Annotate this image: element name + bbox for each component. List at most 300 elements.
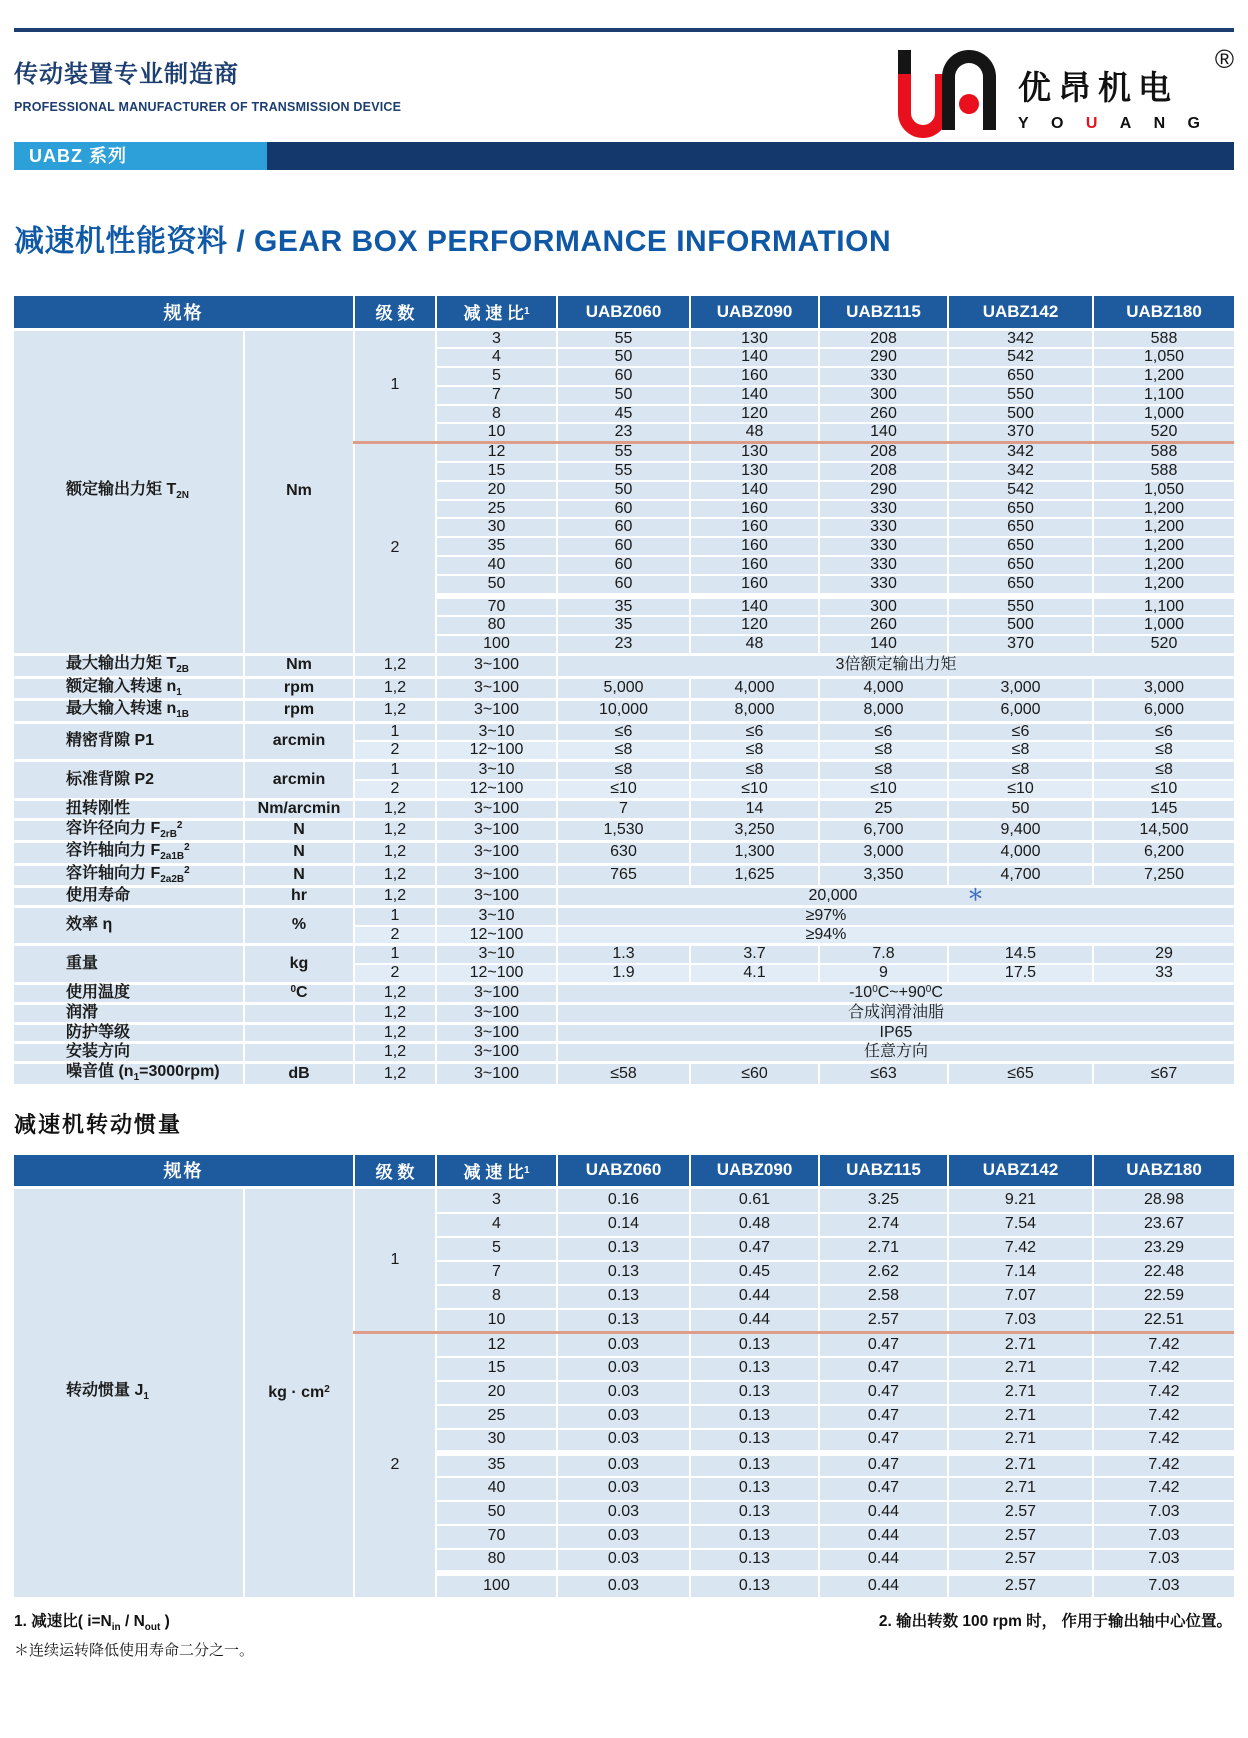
column-header-cell: UABZ115 — [819, 296, 948, 329]
section-title-inertia: 减速机转动惯量 — [14, 1111, 183, 1137]
table-cell: 30 — [436, 1429, 557, 1453]
table-cell: 3~100 — [436, 984, 557, 1004]
column-header-cell: 减 速 比$^1$ — [436, 1155, 557, 1188]
table-cell: 0.14 — [557, 1213, 690, 1237]
table-cell: 300 — [819, 596, 948, 617]
table-cell: 520 — [1093, 635, 1234, 654]
row-label-cell: 噪音值 $(n_1=3000rpm)$ — [14, 1063, 244, 1084]
table-cell: 2.57 — [948, 1525, 1093, 1549]
table-cell: 60 — [557, 556, 690, 575]
table-cell: 330 — [819, 537, 948, 556]
table-cell: 370 — [948, 423, 1093, 442]
table-cell: 650 — [948, 518, 1093, 537]
row-label-cell: 转动惯量 $J_1$ — [14, 1188, 244, 1597]
table-cell: 370 — [948, 635, 1093, 654]
table-cell: 160 — [690, 500, 819, 519]
table-cell: rpm — [244, 677, 354, 700]
registered-trademark-icon: ® — [1214, 44, 1234, 74]
table-cell: 3 — [436, 329, 557, 348]
table-cell: ≤8 — [690, 741, 819, 760]
table-cell: 7.42 — [1093, 1477, 1234, 1501]
table-cell: 140 — [819, 635, 948, 654]
table-cell: 2 — [354, 1333, 436, 1597]
table-cell: 160 — [690, 575, 819, 596]
column-header-cell: 级 数 — [354, 296, 436, 329]
table-cell: $^0$C — [244, 984, 354, 1004]
table-cell: 650 — [948, 537, 1093, 556]
table-cell: 290 — [819, 348, 948, 367]
table-cell: 542 — [948, 481, 1093, 500]
table-cell: 10 — [436, 1309, 557, 1333]
table-cell: 55 — [557, 329, 690, 348]
table-cell: 0.44 — [819, 1501, 948, 1525]
table-cell: 0.47 — [819, 1453, 948, 1477]
table-cell: 3,350 — [819, 864, 948, 887]
table-cell: 650 — [948, 367, 1093, 386]
table-cell: 2.62 — [819, 1261, 948, 1285]
row-label-cell: 效率 η — [14, 906, 244, 945]
table-cell: 140 — [690, 348, 819, 367]
table-cell: 22.59 — [1093, 1285, 1234, 1309]
table-cell: 12 — [436, 1333, 557, 1357]
footnote-1: 1. 减速比( $i=N_{in} / N_{out}$ ) — [14, 1612, 170, 1633]
table-cell: 9.21 — [948, 1188, 1093, 1213]
table-cell: 0.44 — [819, 1525, 948, 1549]
column-header-cell: UABZ142 — [948, 296, 1093, 329]
table-cell: 1,2 — [354, 887, 436, 907]
table-cell: 3倍额定输出力矩 — [557, 655, 1234, 678]
table-cell: 1,2 — [354, 677, 436, 700]
table-cell: 0.13 — [690, 1429, 819, 1453]
table-cell: 7.42 — [1093, 1453, 1234, 1477]
row-label-cell: 精密背隙 P1 — [14, 722, 244, 761]
table-cell — [244, 1023, 354, 1043]
table-cell: 17.5 — [948, 964, 1093, 983]
table-cell: ≤8 — [819, 741, 948, 760]
table-cell: 7 — [557, 799, 690, 819]
table-cell: 0.13 — [690, 1333, 819, 1357]
table-cell: 8,000 — [819, 700, 948, 723]
table-cell: 120 — [690, 405, 819, 424]
table-cell: 22.51 — [1093, 1309, 1234, 1333]
table-cell: ≤10 — [690, 780, 819, 799]
table-row — [14, 761, 1234, 780]
table-cell: 1,200 — [1093, 518, 1234, 537]
table-cell: 7.03 — [1093, 1549, 1234, 1573]
table-cell: 15 — [436, 462, 557, 481]
logo-letter: N — [1153, 115, 1166, 132]
table-cell: Nm — [244, 329, 354, 655]
table-cell: 588 — [1093, 443, 1234, 462]
table-cell: 290 — [819, 481, 948, 500]
row-label-cell: 润滑 — [14, 1003, 244, 1023]
table-cell: 9,400 — [948, 819, 1093, 842]
table-cell: 0.13 — [690, 1357, 819, 1381]
table-cell: 0.03 — [557, 1429, 690, 1453]
table-cell: 12~100 — [436, 926, 557, 945]
table-cell: 130 — [690, 329, 819, 348]
header-row — [14, 1155, 1234, 1188]
table-cell: ≤6 — [948, 722, 1093, 741]
table-cell: 0.47 — [819, 1477, 948, 1501]
table-cell: 2.71 — [948, 1429, 1093, 1453]
table-cell: 160 — [690, 518, 819, 537]
table-cell: 1,2 — [354, 1003, 436, 1023]
table-cell: 5 — [436, 367, 557, 386]
table-cell: 4,700 — [948, 864, 1093, 887]
table-cell: 1,2 — [354, 1063, 436, 1084]
table-cell: 330 — [819, 367, 948, 386]
table-cell: ≥97% — [557, 906, 1234, 925]
table-cell: kg — [244, 945, 354, 984]
table-row — [14, 329, 1234, 348]
table-cell: 0.13 — [557, 1285, 690, 1309]
table-cell: 1,2 — [354, 655, 436, 678]
table-cell: 50 — [436, 1501, 557, 1525]
table-cell: 3~100 — [436, 887, 557, 907]
row-label-cell: 额定输入转速 $n_1$ — [14, 677, 244, 700]
table-cell: 8 — [436, 1285, 557, 1309]
table-cell: 300 — [819, 386, 948, 405]
table-cell: 7.03 — [1093, 1525, 1234, 1549]
table-cell: 3~100 — [436, 677, 557, 700]
column-header-cell: UABZ142 — [948, 1155, 1093, 1188]
table-cell: ≤8 — [819, 761, 948, 780]
table-row — [14, 984, 1234, 1004]
table-cell: 14 — [690, 799, 819, 819]
row-label-cell: 容许轴向力 $F_{2a1B}^2$ — [14, 842, 244, 865]
table-cell: 3~100 — [436, 655, 557, 678]
table-cell: 20 — [436, 481, 557, 500]
table-cell: 2.58 — [819, 1285, 948, 1309]
table-cell: 7.42 — [1093, 1405, 1234, 1429]
table-cell: 765 — [557, 864, 690, 887]
table-cell: 2 — [354, 443, 436, 655]
table-cell: 1 — [354, 329, 436, 443]
table-cell: 0.44 — [690, 1309, 819, 1333]
table-cell: 1,200 — [1093, 367, 1234, 386]
performance-table — [14, 296, 1234, 1084]
logo-u-shape — [898, 74, 948, 138]
table-cell: 2.71 — [948, 1357, 1093, 1381]
table-cell: 0.16 — [557, 1188, 690, 1213]
table-cell: ≤10 — [948, 780, 1093, 799]
table-cell: 3~100 — [436, 1043, 557, 1063]
table-cell: 23 — [557, 635, 690, 654]
table-row — [14, 1043, 1234, 1063]
table-cell: 3~100 — [436, 1023, 557, 1043]
table-cell: 4 — [436, 348, 557, 367]
table-cell: 3 — [436, 1188, 557, 1213]
table-cell: 208 — [819, 462, 948, 481]
table-cell: 0.61 — [690, 1188, 819, 1213]
table-cell: 3~10 — [436, 722, 557, 741]
table-cell: 130 — [690, 443, 819, 462]
table-row — [14, 842, 1234, 865]
table-cell: 7.54 — [948, 1213, 1093, 1237]
table-cell: 7.42 — [1093, 1429, 1234, 1453]
table-cell: 23.29 — [1093, 1237, 1234, 1261]
table-cell: 0.13 — [690, 1405, 819, 1429]
table-cell: 0.13 — [690, 1477, 819, 1501]
table-cell: 50 — [948, 799, 1093, 819]
table-row — [14, 887, 1234, 907]
table-cell: 7.14 — [948, 1261, 1093, 1285]
table-cell: hr — [244, 887, 354, 907]
series-bar — [14, 142, 1234, 170]
table-cell: 48 — [690, 635, 819, 654]
table-cell: 0.13 — [690, 1381, 819, 1405]
table-cell: 7.03 — [1093, 1501, 1234, 1525]
table-cell: 4,000 — [948, 842, 1093, 865]
table-cell: arcmin — [244, 761, 354, 800]
row-label-cell: 容许轴向力 $F_{2a2B}^2$ — [14, 864, 244, 887]
table-cell: 35 — [557, 616, 690, 635]
table-cell: Nm/arcmin — [244, 799, 354, 819]
table-cell: 1,200 — [1093, 556, 1234, 575]
table-cell: 588 — [1093, 329, 1234, 348]
table-cell: 0.03 — [557, 1573, 690, 1597]
table-cell: 2 — [354, 741, 436, 760]
table-cell: 50 — [557, 481, 690, 500]
table-row — [14, 677, 1234, 700]
table-cell: 35 — [436, 537, 557, 556]
table-cell: 550 — [948, 386, 1093, 405]
table-cell: 25 — [436, 500, 557, 519]
footnotes — [14, 1609, 1234, 1660]
row-label-cell: 使用寿命 — [14, 887, 244, 907]
table-cell: 50 — [557, 348, 690, 367]
logo-letter: U — [1085, 115, 1098, 132]
inertia-table-header — [14, 1155, 1234, 1188]
table-cell: 140 — [690, 481, 819, 500]
table-cell: 140 — [690, 386, 819, 405]
table-cell: ≤63 — [819, 1063, 948, 1084]
table-cell: 3~10 — [436, 761, 557, 780]
table-cell: N — [244, 864, 354, 887]
brand-slogans — [14, 48, 401, 114]
table-cell: 12 — [436, 443, 557, 462]
page-title: 减速机性能资料 / GEAR BOX PERFORMANCE INFORMATION — [14, 225, 892, 258]
table-cell: ≤58 — [557, 1063, 690, 1084]
table-cell: 3~100 — [436, 1003, 557, 1023]
column-header-cell: 级 数 — [354, 1155, 436, 1188]
table-cell: 500 — [948, 616, 1093, 635]
performance-table-body — [14, 329, 1234, 1084]
table-cell: 0.03 — [557, 1501, 690, 1525]
table-row — [14, 1063, 1234, 1084]
column-header-cell: UABZ115 — [819, 1155, 948, 1188]
table-cell: 8,000 — [690, 700, 819, 723]
table-row — [14, 819, 1234, 842]
table-cell: 140 — [690, 596, 819, 617]
table-cell: 2 — [354, 964, 436, 983]
column-header-cell: UABZ090 — [690, 296, 819, 329]
row-label-cell: 标准背隙 P2 — [14, 761, 244, 800]
table-cell — [244, 1003, 354, 1023]
table-cell: 1,2 — [354, 799, 436, 819]
column-header-cell: UABZ090 — [690, 1155, 819, 1188]
column-header-cell: 规格 — [14, 1155, 354, 1188]
row-label-cell: 最大输入转速 $n_{1B}$ — [14, 700, 244, 723]
table-cell: 1 — [354, 945, 436, 964]
table-cell: 40 — [436, 556, 557, 575]
logo-letter: O — [1051, 115, 1064, 132]
table-cell: 合成润滑油脂 — [557, 1003, 1234, 1023]
table-cell: ≤10 — [557, 780, 690, 799]
footnotes-left — [14, 1609, 254, 1660]
logo-name-cn: 优昂机电 — [1018, 69, 1178, 106]
table-cell: 2 — [354, 926, 436, 945]
logo-letter: A — [1119, 115, 1132, 132]
row-label-cell: 使用温度 — [14, 984, 244, 1004]
table-cell: 35 — [557, 596, 690, 617]
table-cell: 1,2 — [354, 842, 436, 865]
table-cell: 10 — [436, 423, 557, 442]
table-cell: 0.13 — [557, 1261, 690, 1285]
table-cell: 3,000 — [819, 842, 948, 865]
table-cell: 330 — [819, 575, 948, 596]
table-cell: 1,200 — [1093, 575, 1234, 596]
table-cell: 0.03 — [557, 1525, 690, 1549]
table-cell: 12~100 — [436, 964, 557, 983]
table-cell: 3~100 — [436, 842, 557, 865]
table-cell: ≤8 — [557, 761, 690, 780]
table-cell: 0.44 — [819, 1549, 948, 1573]
table-cell: 588 — [1093, 462, 1234, 481]
table-cell: 1,2 — [354, 984, 436, 1004]
table-cell: 0.13 — [690, 1573, 819, 1597]
table-cell: 0.45 — [690, 1261, 819, 1285]
company-logo — [898, 44, 1234, 138]
table-cell: 0.47 — [819, 1357, 948, 1381]
row-label-cell: 容许径向力 $F_{2rB}^2$ — [14, 819, 244, 842]
table-cell: 3~100 — [436, 1063, 557, 1084]
table-cell: 1,050 — [1093, 481, 1234, 500]
table-cell: 2.71 — [948, 1477, 1093, 1501]
series-tab: UABZ 系列 — [14, 142, 267, 170]
table-cell: 2.71 — [948, 1381, 1093, 1405]
table-row — [14, 700, 1234, 723]
table-cell: 28.98 — [1093, 1188, 1234, 1213]
table-cell: 40 — [436, 1477, 557, 1501]
table-cell: ≤10 — [1093, 780, 1234, 799]
row-label-cell: 防护等级 — [14, 1023, 244, 1043]
table-row — [14, 864, 1234, 887]
table-cell: 12~100 — [436, 741, 557, 760]
table-cell: 2.71 — [819, 1237, 948, 1261]
table-cell: ≤8 — [557, 741, 690, 760]
table-cell: 8 — [436, 405, 557, 424]
table-cell: 23.67 — [1093, 1213, 1234, 1237]
table-cell: 542 — [948, 348, 1093, 367]
table-cell: 342 — [948, 329, 1093, 348]
row-label-cell: 安装方向 — [14, 1043, 244, 1063]
table-cell: 35 — [436, 1453, 557, 1477]
table-cell: 0.03 — [557, 1333, 690, 1357]
table-cell: 25 — [819, 799, 948, 819]
table-cell: 80 — [436, 1549, 557, 1573]
table-cell: 342 — [948, 443, 1093, 462]
table-cell: 0.13 — [690, 1549, 819, 1573]
table-cell: $-10^0C\sim+90^0C$ — [557, 984, 1234, 1004]
table-cell: 1,2 — [354, 1023, 436, 1043]
table-cell: 7.42 — [1093, 1357, 1234, 1381]
table-cell: 330 — [819, 556, 948, 575]
table-cell: ≤8 — [948, 761, 1093, 780]
table-cell: 7.03 — [1093, 1573, 1234, 1597]
table-cell: 70 — [436, 1525, 557, 1549]
table-cell: arcmin — [244, 722, 354, 761]
table-cell: 33 — [1093, 964, 1234, 983]
table-cell: 50 — [436, 575, 557, 596]
table-cell: 550 — [948, 596, 1093, 617]
table-cell: 60 — [557, 518, 690, 537]
table-cell: 1,000 — [1093, 616, 1234, 635]
table-cell: 1,000 — [1093, 405, 1234, 424]
table-cell: 100 — [436, 1573, 557, 1597]
logo-mark-icon — [898, 50, 1002, 138]
table-cell: 2.71 — [948, 1405, 1093, 1429]
table-cell: ≤8 — [948, 741, 1093, 760]
table-cell: 2.71 — [948, 1333, 1093, 1357]
table-cell: 3,000 — [1093, 677, 1234, 700]
table-cell: 4,000 — [819, 677, 948, 700]
table-cell: 3.25 — [819, 1188, 948, 1213]
table-cell: ≤67 — [1093, 1063, 1234, 1084]
table-cell: IP65 — [557, 1023, 1234, 1043]
table-cell: 4 — [436, 1213, 557, 1237]
table-cell: 80 — [436, 616, 557, 635]
table-cell: 1 — [354, 1188, 436, 1333]
table-row — [14, 655, 1234, 678]
column-header-cell: 规格 — [14, 296, 354, 329]
table-cell: 60 — [557, 367, 690, 386]
table-cell: 0.47 — [819, 1405, 948, 1429]
table-cell: dB — [244, 1063, 354, 1084]
logo-name-en — [1018, 115, 1200, 133]
column-header-cell: UABZ060 — [557, 296, 690, 329]
table-cell: 630 — [557, 842, 690, 865]
table-cell: 1,530 — [557, 819, 690, 842]
table-cell: 0.03 — [557, 1381, 690, 1405]
table-cell: 1,200 — [1093, 537, 1234, 556]
table-cell: 160 — [690, 556, 819, 575]
table-cell: 3,250 — [690, 819, 819, 842]
table-cell: 0.47 — [819, 1333, 948, 1357]
table-cell: 1,300 — [690, 842, 819, 865]
table-cell: 9 — [819, 964, 948, 983]
table-cell: 0.47 — [690, 1237, 819, 1261]
table-cell: 0.44 — [690, 1285, 819, 1309]
table-cell: 50 — [557, 386, 690, 405]
table-cell: 145 — [1093, 799, 1234, 819]
table-cell: 650 — [948, 575, 1093, 596]
table-row — [14, 1023, 1234, 1043]
table-cell: rpm — [244, 700, 354, 723]
table-cell: 0.13 — [690, 1453, 819, 1477]
table-cell: 70 — [436, 596, 557, 617]
slogan-cn: 传动装置专业制造商 — [14, 61, 239, 88]
table-cell: 3.7 — [690, 945, 819, 964]
brand-header — [14, 44, 1234, 142]
top-divider — [14, 28, 1234, 32]
table-cell: 1.9 — [557, 964, 690, 983]
table-cell: 0.47 — [819, 1429, 948, 1453]
row-label-cell: 扭转刚性 — [14, 799, 244, 819]
table-cell: 2.57 — [948, 1501, 1093, 1525]
table-cell: 260 — [819, 405, 948, 424]
